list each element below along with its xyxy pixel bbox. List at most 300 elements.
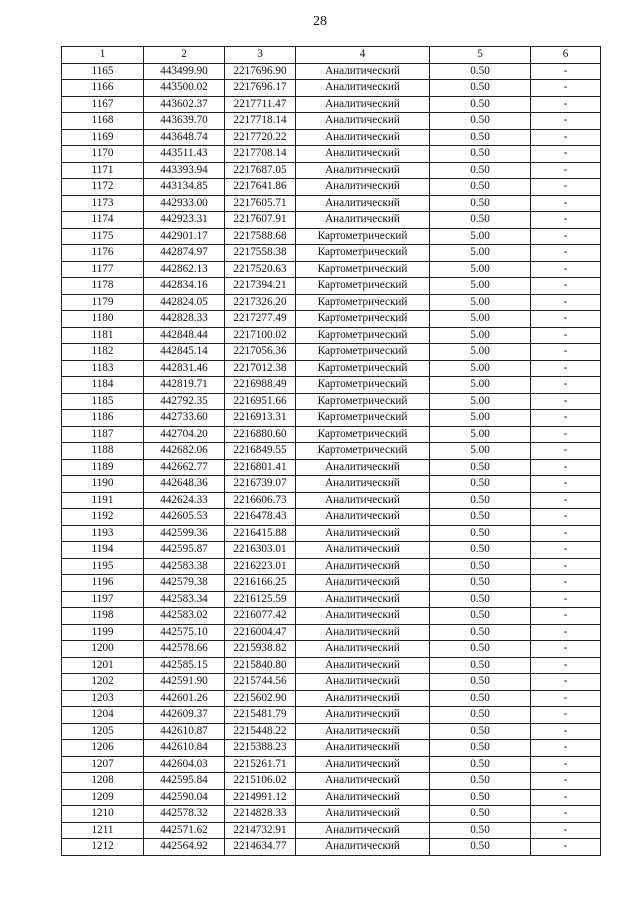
accuracy-cell: 0.50 [430, 690, 531, 707]
table-row [62, 674, 601, 691]
y-coordinate-cell: 2215744.56 [225, 674, 296, 691]
accuracy-cell: 0.50 [430, 476, 531, 493]
accuracy-cell: 0.50 [430, 96, 531, 113]
x-coordinate-cell: 442578.66 [144, 641, 225, 658]
table-row [62, 558, 601, 575]
accuracy-cell: 0.50 [430, 822, 531, 839]
accuracy-cell: 0.50 [430, 459, 531, 476]
column-header-2: 2 [144, 47, 225, 64]
note-cell: - [531, 360, 601, 377]
table-row [62, 129, 601, 146]
method-cell: Аналитический [296, 179, 430, 196]
point-number-cell: 1166 [62, 80, 144, 97]
table-row [62, 822, 601, 839]
note-cell: - [531, 327, 601, 344]
method-cell: Аналитический [296, 839, 430, 856]
point-number-cell: 1208 [62, 773, 144, 790]
point-number-cell: 1171 [62, 162, 144, 179]
method-cell: Картометрический [296, 410, 430, 427]
accuracy-cell: 0.50 [430, 773, 531, 790]
point-number-cell: 1170 [62, 146, 144, 163]
point-number-cell: 1210 [62, 806, 144, 823]
table-row [62, 591, 601, 608]
accuracy-cell: 0.50 [430, 591, 531, 608]
method-cell: Аналитический [296, 756, 430, 773]
point-number-cell: 1177 [62, 261, 144, 278]
x-coordinate-cell: 443500.02 [144, 80, 225, 97]
table-row [62, 360, 601, 377]
x-coordinate-cell: 442585.15 [144, 657, 225, 674]
x-coordinate-cell: 442591.90 [144, 674, 225, 691]
method-cell: Аналитический [296, 63, 430, 80]
x-coordinate-cell: 442901.17 [144, 228, 225, 245]
method-cell: Аналитический [296, 509, 430, 526]
x-coordinate-cell: 443648.74 [144, 129, 225, 146]
x-coordinate-cell: 442604.03 [144, 756, 225, 773]
table-row [62, 723, 601, 740]
table-row [62, 509, 601, 526]
method-cell: Аналитический [296, 674, 430, 691]
table-row [62, 96, 601, 113]
accuracy-cell: 0.50 [430, 558, 531, 575]
point-number-cell: 1209 [62, 789, 144, 806]
x-coordinate-cell: 442682.06 [144, 443, 225, 460]
y-coordinate-cell: 2216606.73 [225, 492, 296, 509]
point-number-cell: 1180 [62, 311, 144, 328]
table-row [62, 410, 601, 427]
point-number-cell: 1169 [62, 129, 144, 146]
y-coordinate-cell: 2215388.23 [225, 740, 296, 757]
table-row [62, 327, 601, 344]
table-row [62, 839, 601, 856]
accuracy-cell: 0.50 [430, 146, 531, 163]
point-number-cell: 1173 [62, 195, 144, 212]
accuracy-cell: 0.50 [430, 212, 531, 229]
note-cell: - [531, 261, 601, 278]
x-coordinate-cell: 442564.92 [144, 839, 225, 856]
x-coordinate-cell: 442590.04 [144, 789, 225, 806]
method-cell: Аналитический [296, 624, 430, 641]
note-cell: - [531, 575, 601, 592]
table-row [62, 756, 601, 773]
y-coordinate-cell: 2217056.36 [225, 344, 296, 361]
y-coordinate-cell: 2217100.02 [225, 327, 296, 344]
table-row [62, 63, 601, 80]
note-cell: - [531, 476, 601, 493]
method-cell: Аналитический [296, 525, 430, 542]
point-number-cell: 1190 [62, 476, 144, 493]
accuracy-cell: 0.50 [430, 179, 531, 196]
table-row [62, 212, 601, 229]
accuracy-cell: 0.50 [430, 806, 531, 823]
x-coordinate-cell: 442923.31 [144, 212, 225, 229]
x-coordinate-cell: 442704.20 [144, 426, 225, 443]
y-coordinate-cell: 2216849.55 [225, 443, 296, 460]
note-cell: - [531, 162, 601, 179]
note-cell: - [531, 542, 601, 559]
accuracy-cell: 0.50 [430, 113, 531, 130]
accuracy-cell: 5.00 [430, 410, 531, 427]
x-coordinate-cell: 442601.26 [144, 690, 225, 707]
note-cell: - [531, 509, 601, 526]
y-coordinate-cell: 2215106.02 [225, 773, 296, 790]
method-cell: Картометрический [296, 393, 430, 410]
table-row [62, 146, 601, 163]
method-cell: Аналитический [296, 146, 430, 163]
accuracy-cell: 0.50 [430, 575, 531, 592]
y-coordinate-cell: 2217696.17 [225, 80, 296, 97]
point-number-cell: 1178 [62, 278, 144, 295]
x-coordinate-cell: 442575.10 [144, 624, 225, 641]
x-coordinate-cell: 442831.46 [144, 360, 225, 377]
method-cell: Аналитический [296, 822, 430, 839]
y-coordinate-cell: 2214732.91 [225, 822, 296, 839]
note-cell: - [531, 756, 601, 773]
note-cell: - [531, 789, 601, 806]
x-coordinate-cell: 443639.70 [144, 113, 225, 130]
x-coordinate-cell: 442595.84 [144, 773, 225, 790]
accuracy-cell: 5.00 [430, 228, 531, 245]
point-number-cell: 1176 [62, 245, 144, 262]
accuracy-cell: 0.50 [430, 641, 531, 658]
y-coordinate-cell: 2214828.33 [225, 806, 296, 823]
method-cell: Аналитический [296, 113, 430, 130]
note-cell: - [531, 608, 601, 625]
note-cell: - [531, 245, 601, 262]
accuracy-cell: 5.00 [430, 426, 531, 443]
table-header-row [62, 47, 601, 64]
note-cell: - [531, 212, 601, 229]
x-coordinate-cell: 442733.60 [144, 410, 225, 427]
point-number-cell: 1175 [62, 228, 144, 245]
point-number-cell: 1194 [62, 542, 144, 559]
x-coordinate-cell: 442605.53 [144, 509, 225, 526]
y-coordinate-cell: 2217607.91 [225, 212, 296, 229]
note-cell: - [531, 344, 601, 361]
method-cell: Аналитический [296, 492, 430, 509]
note-cell: - [531, 63, 601, 80]
table-row [62, 179, 601, 196]
column-header-3: 3 [225, 47, 296, 64]
table-row [62, 459, 601, 476]
y-coordinate-cell: 2215448.22 [225, 723, 296, 740]
table-row [62, 542, 601, 559]
note-cell: - [531, 459, 601, 476]
method-cell: Аналитический [296, 806, 430, 823]
x-coordinate-cell: 442933.00 [144, 195, 225, 212]
method-cell: Аналитический [296, 591, 430, 608]
x-coordinate-cell: 442848.44 [144, 327, 225, 344]
column-header-5: 5 [430, 47, 531, 64]
note-cell: - [531, 525, 601, 542]
method-cell: Картометрический [296, 426, 430, 443]
accuracy-cell: 0.50 [430, 789, 531, 806]
note-cell: - [531, 822, 601, 839]
y-coordinate-cell: 2216125.59 [225, 591, 296, 608]
method-cell: Аналитический [296, 212, 430, 229]
point-number-cell: 1184 [62, 377, 144, 394]
column-header-4: 4 [296, 47, 430, 64]
point-number-cell: 1167 [62, 96, 144, 113]
method-cell: Аналитический [296, 476, 430, 493]
x-coordinate-cell: 442583.38 [144, 558, 225, 575]
y-coordinate-cell: 2217558.38 [225, 245, 296, 262]
accuracy-cell: 0.50 [430, 195, 531, 212]
table-row [62, 740, 601, 757]
point-number-cell: 1195 [62, 558, 144, 575]
y-coordinate-cell: 2217277.49 [225, 311, 296, 328]
x-coordinate-cell: 442583.02 [144, 608, 225, 625]
note-cell: - [531, 294, 601, 311]
method-cell: Картометрический [296, 245, 430, 262]
method-cell: Аналитический [296, 80, 430, 97]
accuracy-cell: 0.50 [430, 624, 531, 641]
accuracy-cell: 0.50 [430, 839, 531, 856]
accuracy-cell: 5.00 [430, 261, 531, 278]
note-cell: - [531, 393, 601, 410]
method-cell: Аналитический [296, 657, 430, 674]
x-coordinate-cell: 442583.34 [144, 591, 225, 608]
x-coordinate-cell: 442579.38 [144, 575, 225, 592]
y-coordinate-cell: 2217394.21 [225, 278, 296, 295]
note-cell: - [531, 674, 601, 691]
note-cell: - [531, 641, 601, 658]
table-row [62, 773, 601, 790]
table-body [62, 63, 601, 855]
method-cell: Аналитический [296, 575, 430, 592]
note-cell: - [531, 311, 601, 328]
note-cell: - [531, 228, 601, 245]
point-number-cell: 1181 [62, 327, 144, 344]
x-coordinate-cell: 442874.97 [144, 245, 225, 262]
table-row [62, 377, 601, 394]
y-coordinate-cell: 2216303.01 [225, 542, 296, 559]
method-cell: Аналитический [296, 773, 430, 790]
method-cell: Картометрический [296, 294, 430, 311]
table-row [62, 492, 601, 509]
table-row [62, 245, 601, 262]
note-cell: - [531, 129, 601, 146]
point-number-cell: 1165 [62, 63, 144, 80]
method-cell: Аналитический [296, 129, 430, 146]
table-row [62, 162, 601, 179]
table-row [62, 294, 601, 311]
y-coordinate-cell: 2215261.71 [225, 756, 296, 773]
y-coordinate-cell: 2216988.49 [225, 377, 296, 394]
point-number-cell: 1205 [62, 723, 144, 740]
method-cell: Аналитический [296, 707, 430, 724]
point-number-cell: 1172 [62, 179, 144, 196]
y-coordinate-cell: 2216004.47 [225, 624, 296, 641]
table-row [62, 624, 601, 641]
method-cell: Картометрический [296, 327, 430, 344]
accuracy-cell: 0.50 [430, 492, 531, 509]
method-cell: Аналитический [296, 641, 430, 658]
note-cell: - [531, 195, 601, 212]
method-cell: Аналитический [296, 459, 430, 476]
y-coordinate-cell: 2216880.60 [225, 426, 296, 443]
y-coordinate-cell: 2217012.38 [225, 360, 296, 377]
point-number-cell: 1202 [62, 674, 144, 691]
x-coordinate-cell: 442578.32 [144, 806, 225, 823]
point-number-cell: 1191 [62, 492, 144, 509]
y-coordinate-cell: 2217588.68 [225, 228, 296, 245]
method-cell: Аналитический [296, 690, 430, 707]
table-row [62, 657, 601, 674]
y-coordinate-cell: 2216077.42 [225, 608, 296, 625]
y-coordinate-cell: 2216166.25 [225, 575, 296, 592]
accuracy-cell: 5.00 [430, 327, 531, 344]
method-cell: Аналитический [296, 723, 430, 740]
y-coordinate-cell: 2217641.86 [225, 179, 296, 196]
table-row [62, 195, 601, 212]
point-number-cell: 1203 [62, 690, 144, 707]
point-number-cell: 1196 [62, 575, 144, 592]
accuracy-cell: 0.50 [430, 129, 531, 146]
note-cell: - [531, 773, 601, 790]
point-number-cell: 1199 [62, 624, 144, 641]
method-cell: Картометрический [296, 377, 430, 394]
method-cell: Картометрический [296, 278, 430, 295]
method-cell: Аналитический [296, 789, 430, 806]
accuracy-cell: 0.50 [430, 740, 531, 757]
note-cell: - [531, 113, 601, 130]
point-number-cell: 1182 [62, 344, 144, 361]
y-coordinate-cell: 2217326.20 [225, 294, 296, 311]
point-number-cell: 1211 [62, 822, 144, 839]
note-cell: - [531, 278, 601, 295]
y-coordinate-cell: 2215602.90 [225, 690, 296, 707]
x-coordinate-cell: 442819.71 [144, 377, 225, 394]
method-cell: Аналитический [296, 195, 430, 212]
x-coordinate-cell: 442571.62 [144, 822, 225, 839]
point-number-cell: 1200 [62, 641, 144, 658]
note-cell: - [531, 96, 601, 113]
method-cell: Аналитический [296, 608, 430, 625]
y-coordinate-cell: 2217711.47 [225, 96, 296, 113]
x-coordinate-cell: 442624.33 [144, 492, 225, 509]
table-row [62, 113, 601, 130]
x-coordinate-cell: 442828.33 [144, 311, 225, 328]
y-coordinate-cell: 2216739.07 [225, 476, 296, 493]
point-number-cell: 1186 [62, 410, 144, 427]
x-coordinate-cell: 442845.14 [144, 344, 225, 361]
table-row [62, 426, 601, 443]
point-number-cell: 1187 [62, 426, 144, 443]
accuracy-cell: 0.50 [430, 525, 531, 542]
y-coordinate-cell: 2216478.43 [225, 509, 296, 526]
accuracy-cell: 0.50 [430, 756, 531, 773]
y-coordinate-cell: 2217720.22 [225, 129, 296, 146]
point-number-cell: 1207 [62, 756, 144, 773]
y-coordinate-cell: 2214991.12 [225, 789, 296, 806]
point-number-cell: 1174 [62, 212, 144, 229]
table-row [62, 443, 601, 460]
table-row [62, 608, 601, 625]
point-number-cell: 1168 [62, 113, 144, 130]
accuracy-cell: 0.50 [430, 674, 531, 691]
x-coordinate-cell: 442609.37 [144, 707, 225, 724]
x-coordinate-cell: 443511.43 [144, 146, 225, 163]
method-cell: Аналитический [296, 96, 430, 113]
note-cell: - [531, 443, 601, 460]
coordinates-table [61, 46, 601, 856]
y-coordinate-cell: 2216415.88 [225, 525, 296, 542]
table-row [62, 707, 601, 724]
y-coordinate-cell: 2215840.80 [225, 657, 296, 674]
y-coordinate-cell: 2217605.71 [225, 195, 296, 212]
y-coordinate-cell: 2216801.41 [225, 459, 296, 476]
table-row [62, 311, 601, 328]
note-cell: - [531, 707, 601, 724]
point-number-cell: 1183 [62, 360, 144, 377]
table-row [62, 393, 601, 410]
column-header-1: 1 [62, 47, 144, 64]
table-row [62, 476, 601, 493]
point-number-cell: 1185 [62, 393, 144, 410]
y-coordinate-cell: 2216223.01 [225, 558, 296, 575]
accuracy-cell: 5.00 [430, 377, 531, 394]
x-coordinate-cell: 442862.13 [144, 261, 225, 278]
accuracy-cell: 5.00 [430, 245, 531, 262]
point-number-cell: 1193 [62, 525, 144, 542]
table-row [62, 641, 601, 658]
point-number-cell: 1189 [62, 459, 144, 476]
method-cell: Картометрический [296, 228, 430, 245]
y-coordinate-cell: 2215938.82 [225, 641, 296, 658]
point-number-cell: 1204 [62, 707, 144, 724]
note-cell: - [531, 657, 601, 674]
table-row [62, 344, 601, 361]
x-coordinate-cell: 442662.77 [144, 459, 225, 476]
y-coordinate-cell: 2215481.79 [225, 707, 296, 724]
note-cell: - [531, 80, 601, 97]
point-number-cell: 1212 [62, 839, 144, 856]
method-cell: Картометрический [296, 261, 430, 278]
point-number-cell: 1206 [62, 740, 144, 757]
accuracy-cell: 0.50 [430, 542, 531, 559]
table-row [62, 575, 601, 592]
point-number-cell: 1198 [62, 608, 144, 625]
accuracy-cell: 0.50 [430, 723, 531, 740]
note-cell: - [531, 839, 601, 856]
x-coordinate-cell: 442610.84 [144, 740, 225, 757]
x-coordinate-cell: 443602.37 [144, 96, 225, 113]
note-cell: - [531, 377, 601, 394]
point-number-cell: 1197 [62, 591, 144, 608]
x-coordinate-cell: 442834.16 [144, 278, 225, 295]
x-coordinate-cell: 442792.35 [144, 393, 225, 410]
method-cell: Картометрический [296, 311, 430, 328]
x-coordinate-cell: 443393.94 [144, 162, 225, 179]
note-cell: - [531, 410, 601, 427]
accuracy-cell: 5.00 [430, 393, 531, 410]
method-cell: Аналитический [296, 740, 430, 757]
method-cell: Картометрический [296, 360, 430, 377]
accuracy-cell: 0.50 [430, 657, 531, 674]
accuracy-cell: 5.00 [430, 344, 531, 361]
note-cell: - [531, 426, 601, 443]
x-coordinate-cell: 443134.85 [144, 179, 225, 196]
accuracy-cell: 5.00 [430, 294, 531, 311]
table-row [62, 228, 601, 245]
point-number-cell: 1201 [62, 657, 144, 674]
x-coordinate-cell: 442610.87 [144, 723, 225, 740]
accuracy-cell: 0.50 [430, 707, 531, 724]
x-coordinate-cell: 442595.87 [144, 542, 225, 559]
table-row [62, 806, 601, 823]
method-cell: Аналитический [296, 162, 430, 179]
